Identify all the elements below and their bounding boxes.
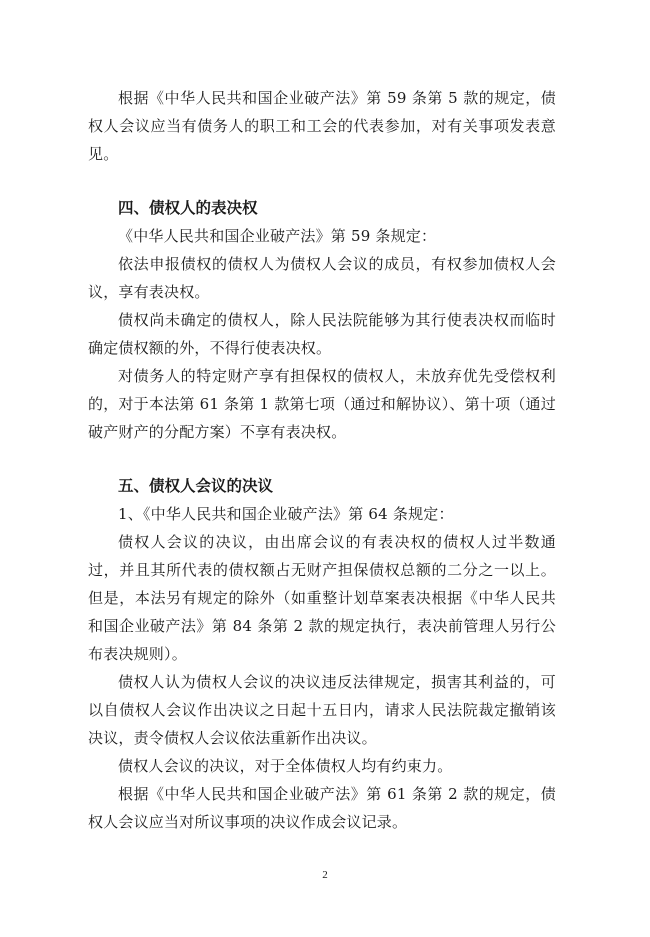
paragraph: 债权人会议的决议，由出席会议的有表决权的债权人过半数通过，并且其所代表的债权额占无财产担保债权总额的二分之一以上。但是，本法另有规定的除外（如重整计划草案表决根据《中华人民共和国企业破产法》第 84 条第 2 款的规定执行，表决前管理人另行公布表决规则）。 [88, 533, 556, 663]
section-gap [88, 446, 556, 472]
paragraph: 《中华人民共和国企业破产法》第 59 条规定： [118, 227, 437, 245]
paragraph: 对债务人的特定财产享有担保权的债权人，未放弃优先受偿权利的，对于本法第 61 条第 1 款第七项（通过和解协议）、第十项（通过破产财产的分配方案）不享有表决权。 [88, 367, 556, 441]
paragraph: 债权人会议的决议，对于全体债权人均有约束力。 [118, 757, 453, 775]
paragraph-worker-representatives: 根据《中华人民共和国企业破产法》第 59 条第 5 款的规定，债权人会议应当有债务人的职工和工会的代表参加，对有关事项发表意见。 [88, 89, 556, 163]
page-number: 2 [322, 869, 328, 881]
section-heading: 五、债权人会议的决议 [118, 477, 274, 495]
section-resolutions [88, 472, 556, 836]
paragraph: 债权尚未确定的债权人，除人民法院能够为其行使表决权而临时确定债权额的外，不得行使表决权。 [88, 311, 556, 357]
section-voting-rights [88, 194, 556, 446]
section-gap [88, 168, 556, 194]
paragraph: 依法申报债权的债权人为债权人会议的成员，有权参加债权人会议，享有表决权。 [88, 255, 556, 301]
paragraph: 1、《中华人民共和国企业破产法》第 64 条规定： [118, 505, 454, 523]
paragraph: 根据《中华人民共和国企业破产法》第 61 条第 2 款的规定，债权人会议应当对所议事项的决议作成会议记录。 [88, 785, 556, 831]
document-body [88, 84, 556, 836]
paragraph: 债权人认为债权人会议的决议违反法律规定，损害其利益的，可以自债权人会议作出决议之日起十五日内，请求人民法院裁定撤销该决议，责令债权人会议依法重新作出决议。 [88, 673, 556, 747]
section-heading: 四、债权人的表决权 [118, 199, 258, 217]
